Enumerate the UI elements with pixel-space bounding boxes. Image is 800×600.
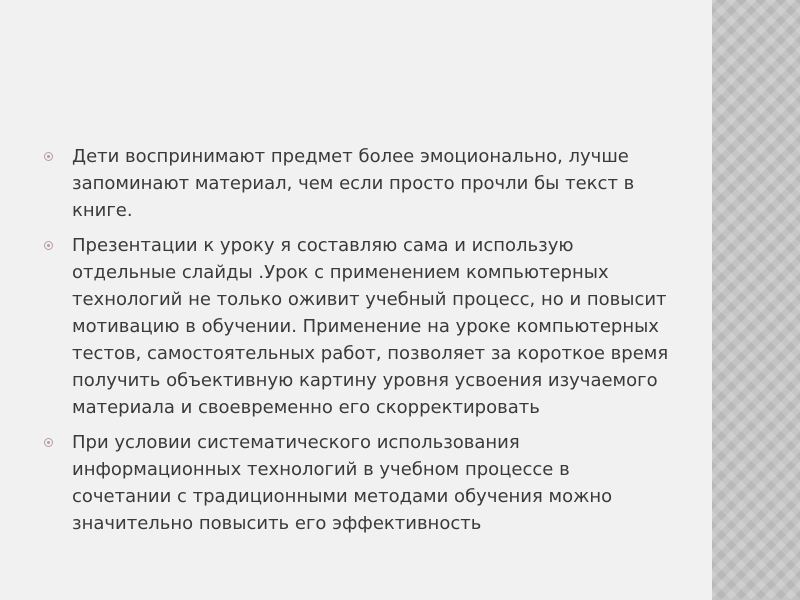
ring-bullet-icon (44, 152, 53, 161)
slide-content (44, 143, 674, 545)
bullet-text: Дети воспринимают предмет более эмоционально, лучше запоминают материал, чем если просто прочли бы текст в книге. (72, 146, 635, 221)
ring-bullet-icon (44, 438, 53, 447)
bullet-item (44, 143, 674, 224)
bullet-text: Презентации к уроку я составляю сама и использую отдельные слайды .Урок с применением компьютерных технологий не только оживит учебный процесс, но и повысит мотивацию в обучении. Применение на уроке компьютерных тестов, самостоятельных работ, позволяет за короткое время получить объективную картину уровня усвоения изучаемого материала и своевременно его скорректировать (72, 235, 669, 418)
decorative-side-band (712, 0, 800, 600)
bullet-item (44, 429, 674, 537)
ring-bullet-icon (44, 241, 53, 250)
bullet-text: При условии систематического использования информационных технологий в учебном процессе в сочетании с традиционными методами обучения можно значительно повысить его эффективность (72, 432, 613, 534)
bullet-item (44, 232, 674, 421)
